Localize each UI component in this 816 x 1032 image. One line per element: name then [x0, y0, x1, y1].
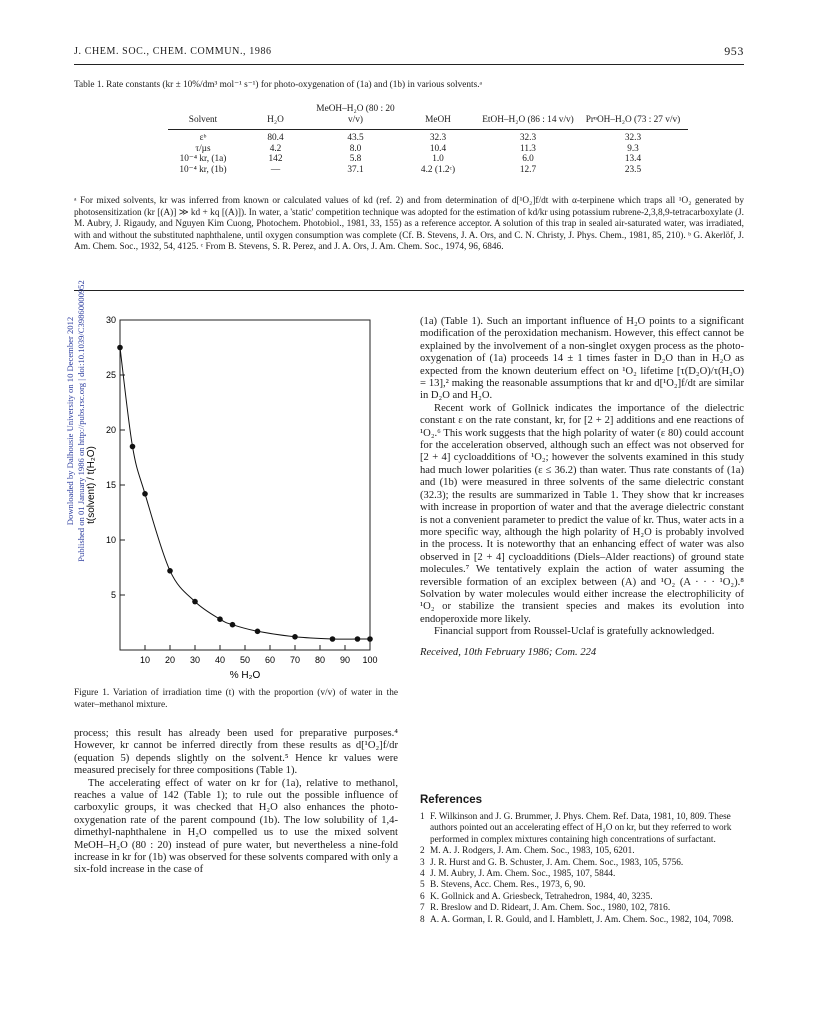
header-rule — [74, 64, 744, 65]
table-footnote: ᵃ For mixed solvents, kr was inferred from known or calculated values of kd (ref. 2) and from determination of d[¹O₂]f/dt with α-terpinene which traps all ¹O₂ generated by photosensitization (kr [(A)] ≫ kd + kq [(A)]). In water, a 'static' competition technique was adopted for the estimation of kd/kr using potassium rubrene-2,3,8,9-tetracarboxylate (J. M. Aubry, J. Rigaudy, and Nguyen Kim Cuong, Photochem. Photobiol., 1981, 33, 155) as a reference acceptor. A solution of this trap in sealed air-saturated water, was irradiated, with and without the substituted naphthalene, until oxygen consumption was complete (Cf. B. Stevens, J. A. Ors, and C. N. Christy, J. Phys. Chem., 1981, 85, 210). ᵇ G. Akerlöf, J. Am. Chem. Soc., 1932, 54, 4125. ᶜ From B. Stevens, S. R. Perez, and J. A. Ors, J. Am. Chem. Soc., 1974, 96, 6846. — [74, 196, 744, 253]
table-cell: 4.2 (1.2ᶜ) — [420, 164, 456, 175]
x-tick-label: 40 — [214, 655, 226, 665]
reference-number: 7 — [420, 903, 425, 914]
col-header: EtOH–H₂O (86 : 14 v/v) — [482, 114, 574, 125]
right-column — [420, 316, 744, 659]
table-cell: 32.3 — [429, 133, 447, 144]
table-cell: 37.1 — [347, 164, 364, 175]
x-tick-label: 90 — [339, 655, 351, 665]
reference-item — [420, 880, 744, 891]
reference-text: K. Gollnick and A. Griesbeck, Tetrahedron, 1984, 40, 3235. — [430, 891, 653, 902]
page-number: 953 — [724, 44, 744, 58]
data-point — [255, 629, 261, 635]
table-cell: 12.7 — [519, 164, 537, 175]
reference-item — [420, 846, 744, 857]
reference-number: 6 — [420, 891, 425, 902]
table-cell: 23.5 — [624, 164, 642, 175]
col-header: Solvent — [188, 114, 218, 125]
reference-item — [420, 892, 744, 903]
reference-item — [420, 915, 744, 926]
row-label: εᵇ — [199, 133, 207, 144]
reference-text: J. R. Hurst and G. B. Schuster, J. Am. Chem. Soc., 1983, 105, 5756. — [430, 857, 684, 868]
data-point — [192, 599, 198, 605]
x-tick-label: 70 — [289, 655, 301, 665]
paragraph: Recent work of Gollnick indicates the importance of the dielectric constant ε on the rate constant, kr, for [2 + 2] additions and ene reactions of ¹O₂.⁶ This work suggests that the high polarity of water (ε 80) could account for the acceleration observed, although such an effect was not observed for [2 + 4] cycloadditions of ¹O₂; however the solvents examined in this study had much lower polarities (ε ≤ 36.2) than water. Thus rate constants of (1a) and (1b) were measured in three solvents of the same dielectric constant (32.3); the results are summarized in Table 1. They show that kr increases with increase in proportion of water and that the average dielectric constant is not a convenient parameter to predict the value of kr. Thus, water acts in a more specific way, although the high polarity of H₂O is probably involved in the process. It is noteworthy that an enhancing effect of water was also observed in [2 + 4] cycloadditions (Diels–Alder reactions) of ground state molecules.⁷ We tentatively explain the action of water assuming the reversible formation of an exciplex between (A) and ¹O₂ (A · · · ¹O₂).⁸ Solvation by water molecules would either increase the electrophilicity of ¹O₂ or stabilize the transient species and makes its evolution into endoperoxide more likely. — [420, 402, 744, 625]
col-header: H₂O — [267, 114, 284, 125]
section-rule — [74, 290, 744, 291]
data-point — [130, 444, 136, 450]
table-cell: 32.3 — [519, 133, 537, 144]
data-point — [167, 568, 173, 574]
table-cell: 1.0 — [432, 154, 444, 165]
table-cell: 4.2 — [269, 143, 282, 154]
table-cell: 9.3 — [627, 143, 639, 154]
sidebar-published-line[interactable]: Published on 01 January 1986 on http://pubs.rsc.org | doi:10.1039/C39860000952 — [76, 280, 86, 562]
table-cell: 13.4 — [624, 154, 642, 165]
y-tick-label: 10 — [105, 535, 116, 545]
reference-text: M. A. J. Rodgers, J. Am. Chem. Soc., 1983, 105, 6201. — [430, 846, 635, 857]
table-cell: 142 — [268, 154, 283, 165]
paragraph: The accelerating effect of water on kr for (1a), relative to methanol, reaches a value of 142 (Table 1); to rule out the possible influence of carboxylic groups, it was checked that H₂O also enhances the photo-oxygenation rate of the parent compound (1b). The low solubility of 1,4-dimethyl-naphthalene in H₂O compelled us to use the mixed solvent MeOH–H₂O (80 : 20) instead of pure water, but nevertheless a nine-fold increase in kr for (1b) was observed for these solvents compared with only a six-fold increase in the case of — [74, 777, 398, 876]
table-cell: 5.8 — [349, 154, 362, 165]
reference-number: 5 — [420, 880, 425, 891]
reference-text: F. Wilkinson and J. G. Brummer, J. Phys. Chem. Ref. Data, 1981, 10, 809. These authors pointed out an accelerating effect of H₂O on kr, but they referred to work performed in complex mixtures containing high concentrations of surfactant. — [430, 812, 732, 845]
y-tick-label: 20 — [105, 425, 116, 435]
received-date: Received, 10th February 1986; Com. 224 — [420, 646, 597, 658]
plot-frame — [120, 320, 370, 650]
data-point — [217, 616, 223, 622]
x-tick-label: 80 — [314, 655, 326, 665]
reference-item — [420, 858, 744, 869]
reference-item — [420, 903, 744, 914]
data-point — [117, 345, 123, 351]
reference-item — [420, 812, 744, 846]
x-tick-label: 60 — [264, 655, 276, 665]
col-header: MeOH — [425, 114, 451, 125]
left-column — [74, 728, 398, 877]
rate-constant-table — [168, 104, 688, 176]
y-tick-label: 30 — [105, 315, 116, 325]
paragraph: Financial support from Roussel-Uclaf is gratefully acknowledged. — [434, 626, 715, 638]
table-cell: 80.4 — [267, 133, 284, 144]
figure-caption: Figure 1. Variation of irradiation time (t) with the proportion (v/v) of water in the water–methanol mixture. — [74, 688, 398, 710]
table-row — [168, 133, 688, 144]
reference-number: 3 — [420, 857, 425, 868]
row-label: 10⁻⁴ kr, (1b) — [179, 164, 227, 175]
x-tick-label: 30 — [189, 655, 201, 665]
reference-item — [420, 869, 744, 880]
data-point — [367, 636, 373, 642]
y-tick-label: 15 — [105, 480, 116, 490]
sidebar-download-line[interactable]: Downloaded by Dalhousie University on 10 December 2012 — [65, 316, 75, 526]
x-axis-label: % H₂O — [229, 670, 261, 680]
data-point — [142, 491, 148, 497]
references-heading: References — [420, 794, 483, 806]
reference-number: 4 — [420, 869, 425, 880]
y-tick-label: 25 — [105, 370, 116, 380]
y-axis-label: t(solvent) / t(H₂O) — [86, 446, 97, 524]
table-cell: 43.5 — [347, 133, 364, 144]
data-point — [292, 634, 298, 640]
table-cell: 8.0 — [349, 143, 362, 154]
running-header: J. CHEM. SOC., CHEM. COMMUN., 1986 — [74, 46, 272, 57]
data-point — [230, 622, 236, 628]
paragraph: (1a) (Table 1). Such an important influence of H₂O points to a significant modification of the peroxidation mechanism. However, this effect cannot be explained by the involvement of a non-singlet oxygen process as the photo-oxygenation of (1a) proceeds 14 ± 1 times faster in D₂O than in H₂O as expected from the known deuterium effect on ¹O₂ lifetime [τ(D₂O)/τ(H₂O) = 13],² making the reasonable assumptions that kr and d[¹O₂]f/dt are similar in D₂O and H₂O. — [420, 316, 744, 402]
col-header: PrⁿOH–H₂O (73 : 27 v/v) — [585, 114, 681, 125]
table-cell: 32.3 — [624, 133, 642, 144]
reference-text: J. M. Aubry, J. Am. Chem. Soc., 1985, 107, 5844. — [430, 869, 616, 880]
table-cell: 11.3 — [520, 143, 536, 154]
row-label: 10⁻⁴ kr, (1a) — [179, 154, 227, 165]
paragraph: process; this result has already been used for preparative purposes.⁴ However, kr cannot be inferred directly from these results as d[¹O₂]f/dr (equation 5) depends slightly on the solvent.⁵ Hence kr values were measured precisely for three compositions (Table 1). — [74, 728, 398, 777]
data-point — [330, 636, 336, 642]
x-tick-label: 50 — [239, 655, 251, 665]
row-label: τ/µs — [195, 143, 211, 154]
data-point — [355, 636, 361, 642]
x-tick-label: 100 — [362, 655, 378, 665]
table-cell: 10.4 — [429, 143, 447, 154]
table-row — [168, 144, 688, 155]
reference-text: R. Breslow and D. Rideart, J. Am. Chem. Soc., 1980, 102, 7816. — [430, 903, 671, 914]
table-row — [168, 165, 688, 176]
col-header: MeOH–H₂O (80 : 20 v/v) — [316, 104, 395, 125]
reference-text: B. Stevens, Acc. Chem. Res., 1973, 6, 90. — [430, 880, 586, 891]
table-header-row — [168, 104, 688, 125]
reference-number: 2 — [420, 846, 425, 857]
table-cell: — — [270, 164, 281, 175]
references-list — [420, 812, 744, 926]
table-cell: 6.0 — [522, 154, 534, 165]
table-caption: Table 1. Rate constants (kr ± 10%/dm³ mol⁻¹ s⁻¹) for photo-oxygenation of (1a) and (1b) in various solvents.ᵃ — [74, 80, 483, 90]
fit-curve — [120, 348, 370, 640]
reference-number: 8 — [420, 914, 425, 925]
y-tick-label: 5 — [110, 590, 116, 600]
reference-number: 1 — [420, 812, 425, 822]
x-tick-label: 20 — [164, 655, 176, 665]
x-tick-label: 10 — [139, 655, 151, 665]
reference-text: A. A. Gorman, I. R. Gould, and I. Hamblett, J. Am. Chem. Soc., 1982, 104, 7098. — [430, 914, 734, 925]
figure-1-chart — [74, 310, 394, 680]
table-row — [168, 154, 688, 165]
